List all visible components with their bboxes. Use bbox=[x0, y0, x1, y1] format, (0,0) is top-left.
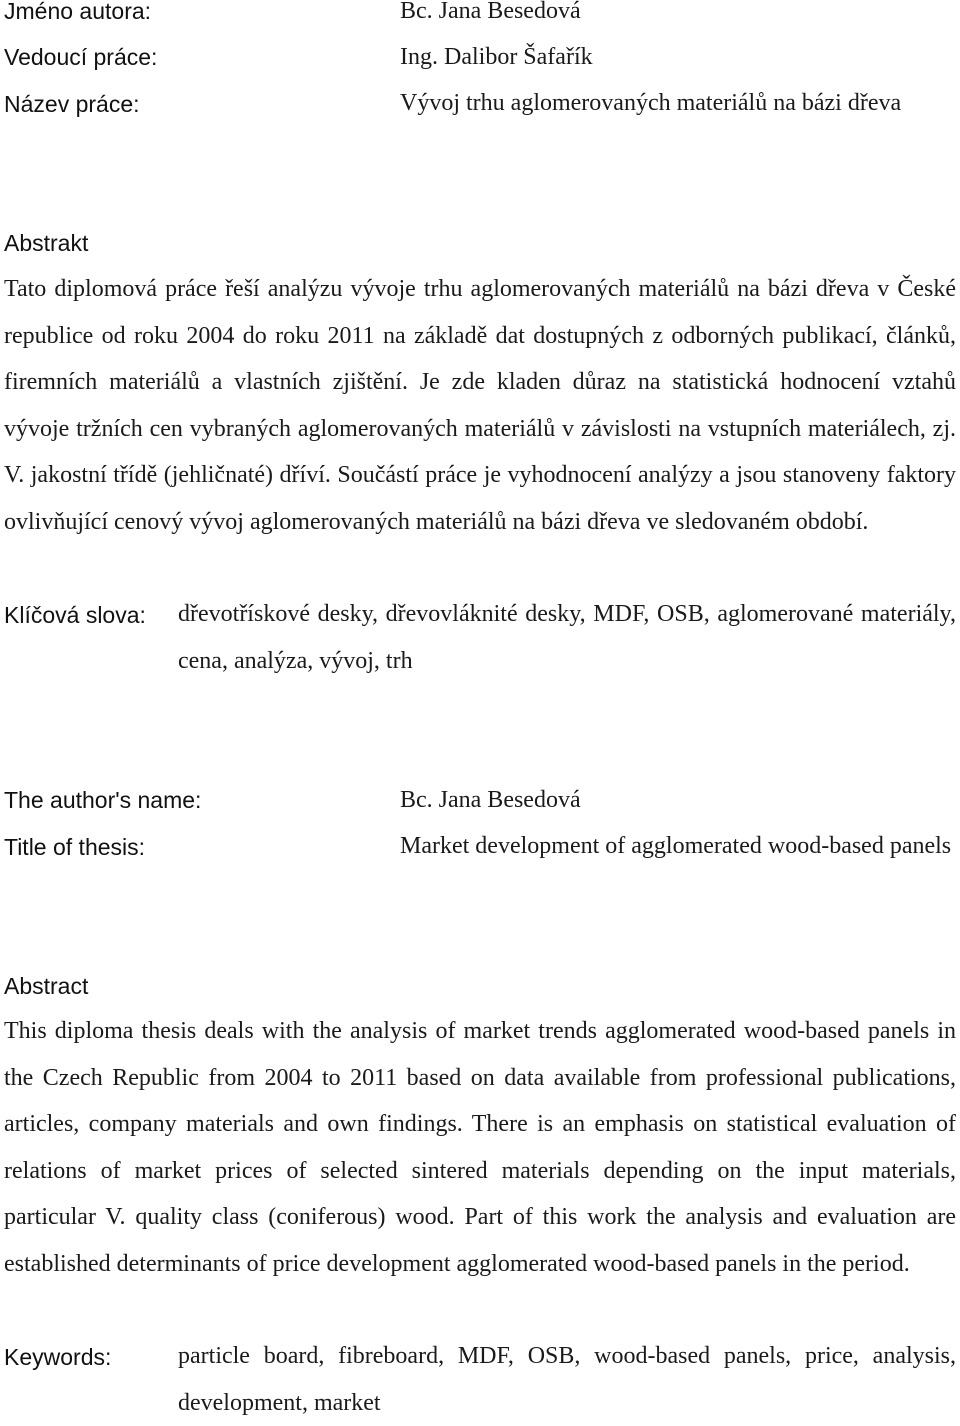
author-label: Jméno autora: bbox=[4, 0, 152, 24]
author-value: Bc. Jana Besedová bbox=[400, 0, 581, 24]
abstract-text-en: This diploma thesis deals with the analysis of market trends agglomerated wood-based panels in the Czech Republic from 2004 to 2011 based on data available from professional publications, articles, company materials and own findings. There is an emphasis on statistical evaluation of relations of market prices of selected sintered materials depending on the input materials, particular V. quality class (coniferous) wood. Part of this work the analysis and evaluation are established determinants of price development agglomerated wood-based panels in the period. bbox=[4, 1018, 956, 1277]
supervisor-value: Ing. Dalibor Šafařík bbox=[400, 44, 593, 70]
abstract-text-cz: Tato diplomová práce řeší analýzu vývoje trhu aglomerovaných materiálů na bázi dřeva v České republice od roku 2004 do roku 2011 na základě dat dostupných z odborných publikací, článků, firemních materiálů a vlastních zjištění. Je zde kladen důraz na statistická hodnocení vztahů vývoje tržních cen vybraných aglomerovaných materiálů v závislosti na vstupních materiálech, zj. V. jakostní třídě (jehličnaté) dříví. Součástí práce je vyhodnocení analýzy a jsou stanoveny faktory ovlivňující cenový vývoj aglomerovaných materiálů na bázi dřeva ve sledovaném období. bbox=[4, 276, 956, 535]
keywords-text-en: particle board, fibreboard, MDF, OSB, wood-based panels, price, analysis, development, market bbox=[178, 1343, 956, 1416]
keywords-label-en: Keywords: bbox=[4, 1344, 112, 1370]
keywords-label-cz: Klíčová slova: bbox=[4, 602, 146, 628]
thesis-title-label-en: Title of thesis: bbox=[4, 834, 146, 860]
abstract-heading-cz: Abstrakt bbox=[4, 230, 89, 256]
author-value-en: Bc. Jana Besedová bbox=[400, 787, 581, 813]
thesis-title-value: Vývoj trhu aglomerovaných materiálů na bázi dřeva bbox=[400, 90, 902, 116]
abstract-heading-en: Abstract bbox=[4, 973, 89, 999]
author-label-en: The author's name: bbox=[4, 787, 202, 813]
thesis-title-label: Název práce: bbox=[4, 91, 140, 117]
thesis-title-value-en: Market development of agglomerated wood-based panels bbox=[400, 833, 952, 859]
supervisor-label: Vedoucí práce: bbox=[4, 44, 158, 70]
keywords-text-cz: dřevotřískové desky, dřevovláknité desky, MDF, OSB, aglomerované materiály, cena, analýza, vývoj, trh bbox=[178, 601, 956, 674]
